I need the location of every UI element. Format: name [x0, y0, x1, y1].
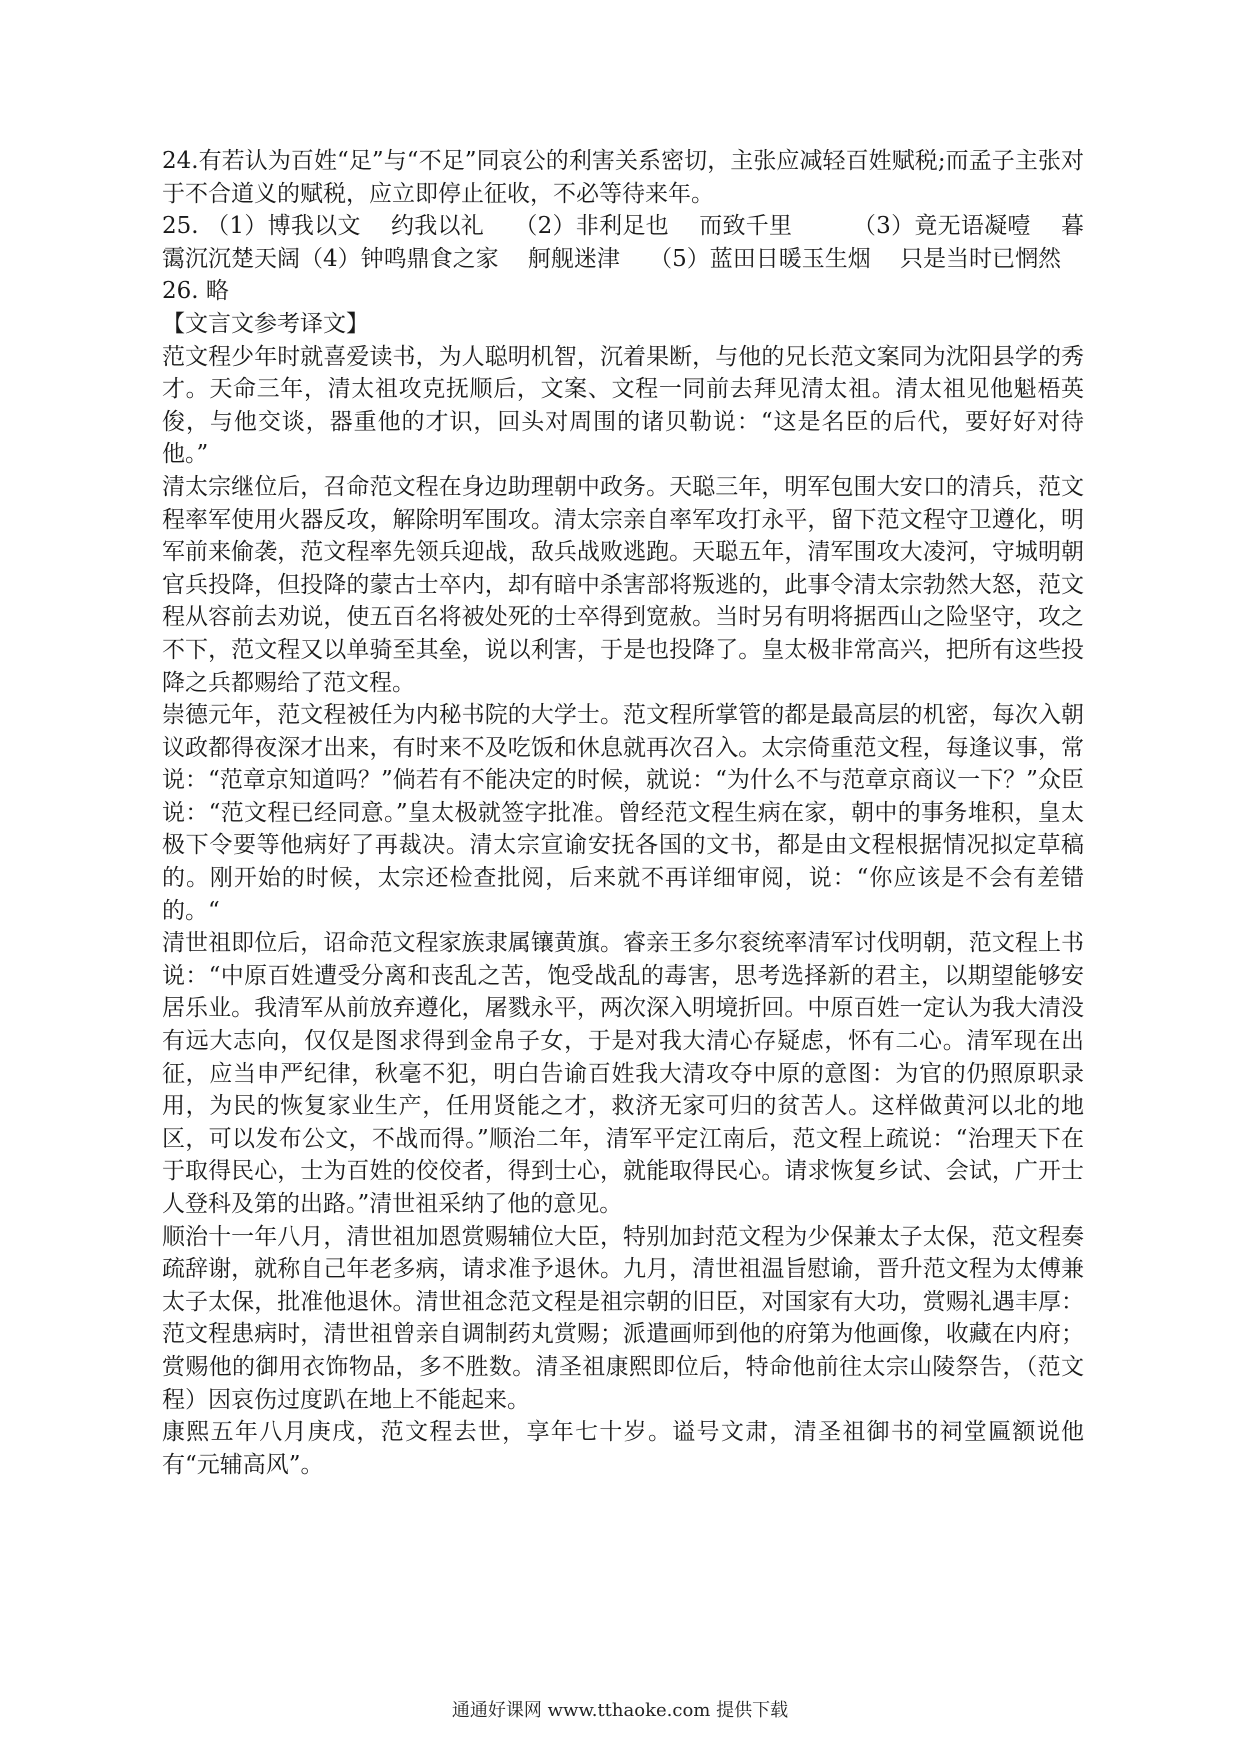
translation-paragraph-1: 范文程少年时就喜爱读书，为人聪明机智，沉着果断，与他的兄长范文案同为沈阳县学的秀才。天命三年，清太祖攻克抚顺后，文案、文程一同前去拜见清太祖。清太祖见他魁梧英俊，与他交谈，器重他的才识，回头对周围的诸贝勒说：“这是名臣的后代，要好好对待他。”: [162, 343, 1084, 468]
translation-paragraph-5: 顺治十一年八月，清世祖加恩赏赐辅位大臣，特别加封范文程为少保兼太子太保，范文程奏疏辞谢，就称自己年老多病，请求准予退休。九月，清世祖温旨慰谕，晋升范文程为太傅兼太子太保，批准他退休。清世祖念范文程是祖宗朝的旧臣，对国家有大功，赏赐礼遇丰厚：范文程患病时，清世祖曾亲自调制药丸赏赐；派遣画师到他的府第为他画像，收藏在内府；赏赐他的御用衣饰物品，多不胜数。清圣祖康熙即位后，特命他前往太宗山陵祭告，（范文程）因哀伤过度趴在地上不能起来。: [162, 1223, 1084, 1413]
translation-paragraph-2: 清太宗继位后，召命范文程在身边助理朝中政务。天聪三年，明军包围大安口的清兵，范文程率军使用火器反攻，解除明军围攻。清太宗亲自率军攻打永平，留下范文程守卫遵化，明军前来偷袭，范文程率先领兵迎战，敌兵战败逃跑。天聪五年，清军围攻大凌河，守城明朝官兵投降，但投降的蒙古士卒内，却有暗中杀害部将叛逃的，此事令清太宗勃然大怒，范文程从容前去劝说，使五百名将被处死的士卒得到宽赦。当时另有明将据西山之险坚守，攻之不下，范文程又以单骑至其垒，说以利害，于是也投降了。皇太极非常高兴，把所有这些投降之兵都赐给了范文程。: [162, 473, 1084, 696]
translation-paragraph-4: 清世祖即位后，诏命范文程家族隶属镶黄旗。睿亲王多尔衮统率清军讨伐明朝，范文程上书说：“中原百姓遭受分离和丧乱之苦，饱受战乱的毒害，思考选择新的君主，以期望能够安居乐业。我清军从前放弃遵化，屠戮永平，两次深入明境折回。中原百姓一定认为我大清没有远大志向，仅仅是图求得到金帛子女，于是对我大清心存疑虑，怀有二心。清军现在出征，应当申严纪律，秋毫不犯，明白告谕百姓我大清攻夺中原的意图：为官的仍照原职录用，为民的恢复家业生产，任用贤能之才，救济无家可归的贫苦人。这样做黄河以北的地区，可以发布公文，不战而得。”顺治二年，清军平定江南后，范文程上疏说：“治理天下在于取得民心，士为百姓的佼佼者，得到士心，就能取得民心。请求恢复乡试、会试，广开士人登科及第的出路。”清世祖采纳了他的意见。: [162, 930, 1084, 1217]
answer-24: 24.有若认为百姓“足”与“不足”同哀公的利害关系密切，主张应减轻百姓赋税;而孟子主张对于不合道义的赋税，应立即停止征收，不必等待来年。: [162, 148, 1084, 207]
answer-25: 25. （1）博我以文 约我以礼 （2）非利足也 而致千里 （3）竟无语凝噎 暮霭沉沉楚天阔（4）钟鸣鼎食之家 舸舰迷津 （5）蓝田日暖玉生烟 只是当时已惘然: [162, 213, 1084, 272]
answer-26: 26. 略: [162, 278, 229, 305]
translation-heading: 【文言文参考译文】: [162, 310, 369, 337]
translation-paragraph-6: 康熙五年八月庚戌，范文程去世，享年七十岁。谥号文肃，清圣祖御书的祠堂匾额说他有“元辅高风”。: [162, 1419, 1084, 1478]
page-footer: 通通好课网 www.tthaoke.com 提供下载: [451, 1700, 789, 1721]
document-body: [162, 145, 1084, 1481]
translation-paragraph-3: 崇德元年，范文程被任为内秘书院的大学士。范文程所掌管的都是最高层的机密，每次入朝议政都得夜深才出来，有时来不及吃饭和休息就再次召入。太宗倚重范文程，每逢议事，常说：“范章京知道吗？”倘若有不能决定的时候，就说：“为什么不与范章京商议一下？”众臣说：“范文程已经同意。”皇太极就签字批准。曾经范文程生病在家，朝中的事务堆积，皇太极下令要等他病好了再裁决。清太宗宣谕安抚各国的文书，都是由文程根据情况拟定草稿的。刚开始的时候，太宗还检查批阅，后来就不再详细审阅，说：“你应该是不会有差错的。“: [162, 702, 1084, 924]
